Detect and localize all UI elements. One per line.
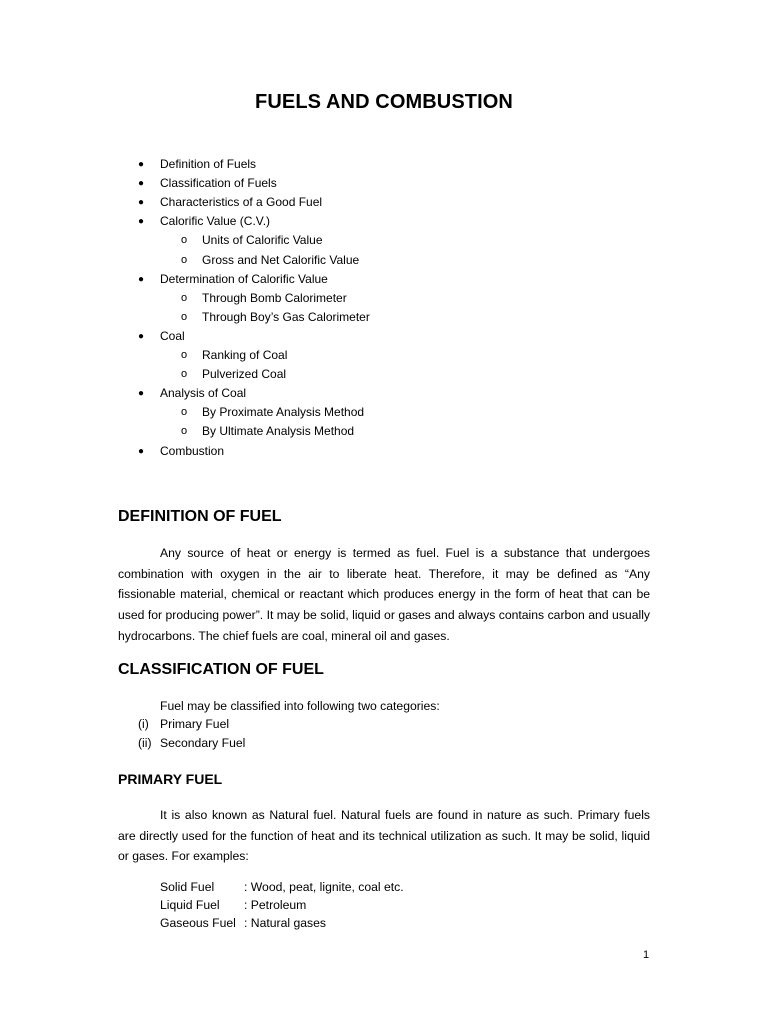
- page-number: 1: [643, 949, 650, 961]
- topic-label: Gross and Net Calorific Value: [202, 252, 360, 267]
- circle-bullet-icon: o: [181, 291, 188, 304]
- topic-label: Calorific Value (C.V.): [160, 214, 271, 229]
- example-value: : Wood, peat, lignite, coal etc.: [244, 880, 404, 894]
- classification-heading: CLASSIFICATION OF FUEL: [118, 661, 324, 678]
- example-label: Gaseous Fuel: [160, 916, 236, 930]
- list-item-number: (ii): [138, 736, 152, 750]
- page-title: FUELS AND COMBUSTION: [255, 91, 513, 113]
- bullet-icon: ●: [138, 445, 145, 457]
- topic-label: Combustion: [160, 443, 225, 458]
- definition-heading: DEFINITION OF FUEL: [118, 508, 282, 525]
- example-label: Liquid Fuel: [160, 898, 220, 912]
- circle-bullet-icon: o: [181, 253, 188, 266]
- circle-bullet-icon: o: [181, 234, 188, 247]
- topic-label: Ranking of Coal: [202, 348, 288, 362]
- bullet-icon: ●: [138, 388, 145, 400]
- bullet-icon: ●: [138, 273, 145, 285]
- topic-label: Through Bomb Calorimeter: [202, 290, 347, 305]
- topic-label: Determination of Calorific Value: [160, 271, 328, 286]
- circle-bullet-icon: o: [181, 406, 188, 419]
- example-value: : Petroleum: [244, 898, 307, 912]
- circle-bullet-icon: o: [181, 310, 188, 323]
- topic-label: Coal: [160, 328, 185, 343]
- bullet-icon: ●: [138, 159, 145, 170]
- classification-intro: Fuel may be classified into following two categories:: [160, 699, 440, 713]
- circle-bullet-icon: o: [181, 425, 188, 438]
- topic-label: Pulverized Coal: [202, 367, 287, 382]
- list-item-label: Primary Fuel: [160, 717, 230, 731]
- bullet-icon: ●: [138, 216, 145, 228]
- topic-label: By Ultimate Analysis Method: [202, 424, 355, 439]
- topic-label: Analysis of Coal: [160, 386, 247, 401]
- bullet-icon: ●: [138, 330, 145, 342]
- topic-label: Classification of Fuels: [160, 176, 277, 191]
- circle-bullet-icon: o: [181, 368, 188, 381]
- list-item-number: (i): [138, 717, 149, 731]
- primary-fuel-paragraph: It is also known as Natural fuel. Natural fuels are found in nature as such. Primary fuels are directly used for the function of heat and its technical utilization as such. It may be solid, liquid or gases. For examples:: [118, 808, 650, 864]
- definition-paragraph: Any source of heat or energy is termed as fuel. Fuel is a substance that undergoes combination with oxygen in the air to liberate heat. Therefore, it may be defined as “Any fissionable material, chemical or reactant which produces energy in the form of heat that can be used for producing power”. It may be solid, liquid or gases and always contains carbon and usually hydrocarbons. The chief fuels are coal, mineral oil and gases.: [118, 546, 650, 643]
- list-item-label: Secondary Fuel: [160, 736, 246, 750]
- topic-label: Through Boy’s Gas Calorimeter: [202, 309, 370, 324]
- example-label: Solid Fuel: [160, 880, 215, 894]
- topic-label: By Proximate Analysis Method: [202, 405, 365, 420]
- circle-bullet-icon: o: [181, 349, 188, 361]
- topic-label: Units of Calorific Value: [202, 233, 323, 248]
- bullet-icon: ●: [138, 178, 145, 190]
- bullet-icon: ●: [138, 197, 145, 209]
- topic-label: Definition of Fuels: [160, 157, 257, 171]
- topic-label: Characteristics of a Good Fuel: [160, 195, 323, 210]
- example-value: : Natural gases: [244, 916, 326, 930]
- primary-fuel-heading: PRIMARY FUEL: [118, 771, 223, 787]
